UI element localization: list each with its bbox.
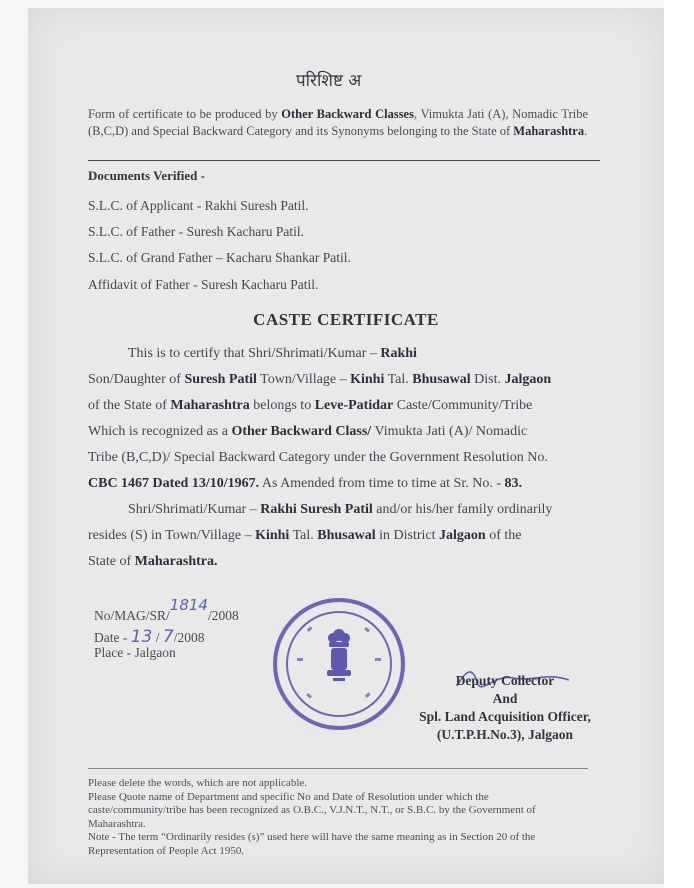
place-line: Place - Jalgaon — [94, 645, 176, 660]
official-seal — [273, 598, 405, 730]
emblem-icon — [277, 602, 401, 726]
body-line: Which is recognized as a Other Backward Class/ Vimukta Jati (A)/ Nomadic — [88, 424, 528, 439]
certificate-paper — [28, 8, 664, 884]
handwritten-day: 13 — [130, 627, 153, 647]
certificate-title: CASTE CERTIFICATE — [253, 310, 439, 329]
signature-unit: (U.T.P.H.No.3), Jalgaon — [436, 727, 574, 742]
body-line: This is to certify that Shri/Shrimati/Kumar – Rakhi — [128, 346, 417, 361]
signature-block — [400, 672, 610, 744]
body-line: of the State of Maharashtra belongs to Leve-Patidar Caste/Community/Tribe — [88, 398, 533, 413]
note-item: Please delete the words, which are not applicable. — [88, 777, 308, 789]
reference-number: No/MAG/SR/1814/2008 — [94, 596, 239, 623]
notes — [88, 777, 588, 858]
body-line: Shri/Shrimati/Kumar – Rakhi Suresh Patil and/or his/her family ordinarily — [128, 502, 553, 517]
body-line: resides (S) in Town/Village – Kinhi Tal. Bhusawal in District Jalgaon of the — [88, 528, 522, 543]
documents-heading: Documents Verified - — [88, 168, 205, 183]
signature-office: Spl. Land Acquisition Officer, — [419, 709, 591, 724]
document-item: S.L.C. of Grand Father – Kacharu Shankar Patil. — [88, 250, 351, 265]
form-intro — [88, 106, 588, 140]
header-hindi: परिशिष्ट अ — [296, 71, 362, 91]
form-intro-text-3: . — [584, 124, 588, 138]
divider — [88, 160, 600, 161]
document-item: S.L.C. of Father - Suresh Kacharu Patil. — [88, 224, 304, 239]
body-line: Tribe (B,C,D)/ Special Backward Category under the Government Resolution No. — [88, 450, 548, 465]
note-item: Please Quote name of Department and specific No and Date of Resolution under which the caste/community/tribe has been recognized as O.B.C., V.J.N.T., N.T., or S.B.C. by the Government of Maharashtra. — [88, 790, 536, 830]
form-intro-bold-2: Maharashtra — [513, 124, 585, 138]
signature-title: Deputy Collector — [455, 673, 555, 688]
document-item: Affidavit of Father - Suresh Kacharu Patil. — [88, 277, 319, 292]
body-line: CBC 1467 Dated 13/10/1967. As Amended from time to time at Sr. No. - 83. — [88, 476, 522, 491]
document-item: S.L.C. of Applicant - Rakhi Suresh Patil. — [88, 198, 309, 213]
signature-and: And — [492, 691, 518, 706]
form-intro-bold-1: Other Backward Classes — [281, 107, 414, 121]
handwritten-number: 1814 — [169, 596, 208, 614]
form-intro-text-1: Form of certificate to be produced by — [88, 107, 282, 121]
note-item: Note - The term “Ordinarily resides (s)” used here will have the same meaning as in Section 20 of the Representation of People Act 1950. — [88, 831, 536, 857]
margin-band — [664, 0, 694, 888]
date-line: Date - 13 / 7/2008 — [94, 627, 205, 647]
body-line: Son/Daughter of Suresh Patil Town/Village – Kinhi Tal. Bhusawal Dist. Jalgaon — [88, 372, 552, 387]
divider — [88, 768, 588, 769]
handwritten-month: 7 — [162, 627, 174, 647]
body-line: State of Maharashtra. — [88, 554, 218, 569]
form-intro-text-2: , Vimukta Jati (A), Nomadic Tribe (B,C,D) and Special Backward Category and its Synonyms belonging to the State of — [88, 107, 588, 138]
